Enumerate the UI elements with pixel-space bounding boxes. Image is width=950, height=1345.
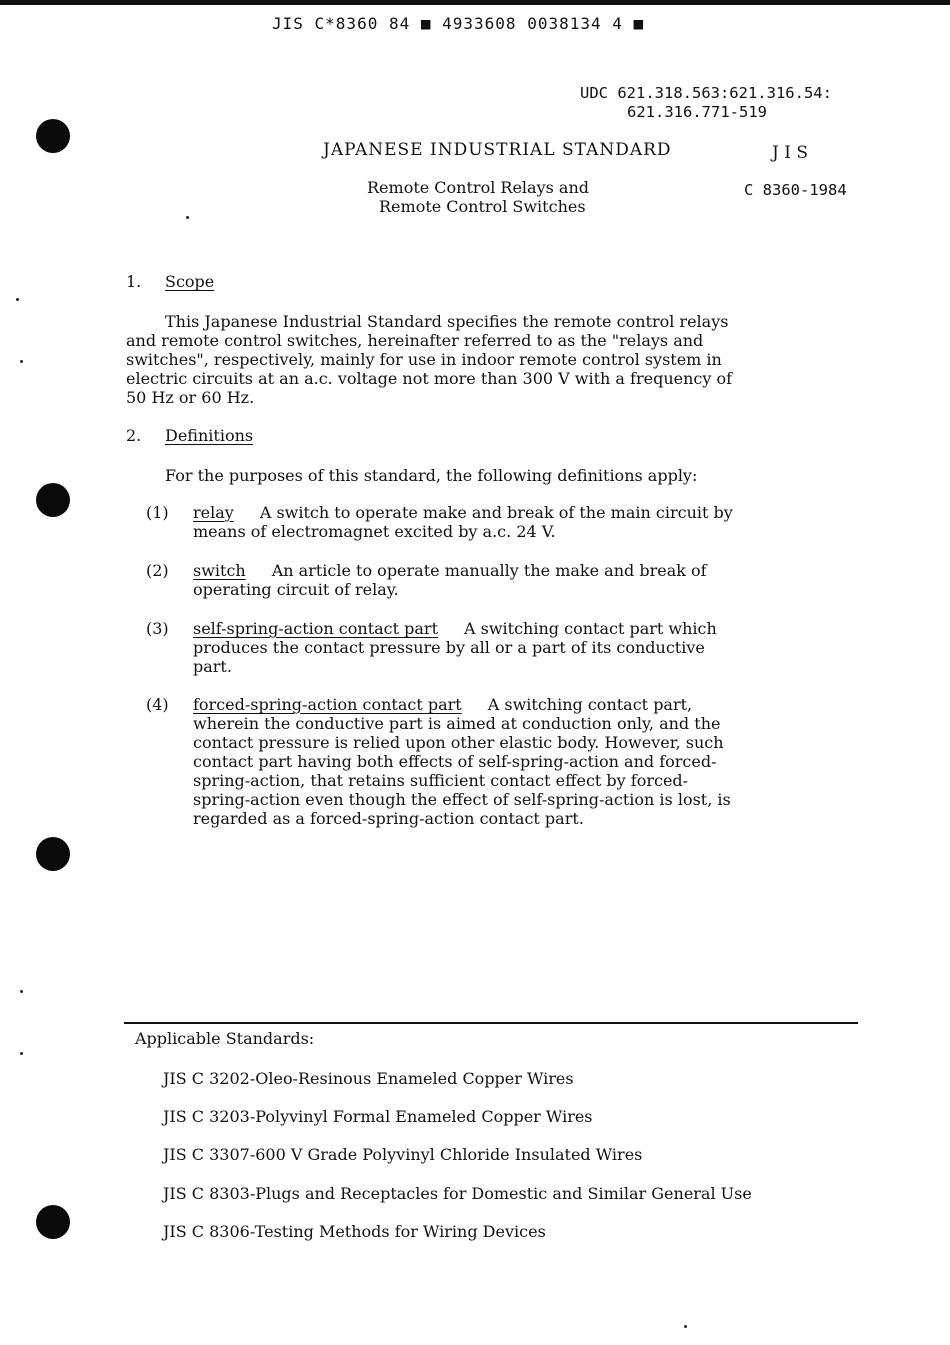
footnote-rule <box>124 1022 858 1024</box>
definition-switch <box>193 561 707 599</box>
binder-hole <box>36 119 70 153</box>
scan-speck <box>16 298 19 301</box>
scan-speck <box>20 360 23 363</box>
top-border <box>0 0 950 5</box>
section-2-title: Definitions <box>165 426 254 445</box>
definition-text: part. <box>193 657 232 676</box>
applicable-standard-item: JIS C 3202-Oleo-Resinous Enameled Copper Wires <box>163 1069 574 1088</box>
definition-text: A switch to operate make and break of the main circuit by <box>259 503 733 522</box>
definition-number: (4) <box>146 695 169 714</box>
definition-number: (2) <box>146 561 169 580</box>
definition-text: spring-action, that retains sufficient contact effect by forced- <box>193 771 689 790</box>
scope-line: switches", respectively, mainly for use in indoor remote control system in <box>126 350 722 369</box>
definition-term: relay <box>193 503 234 522</box>
definition-number: (3) <box>146 619 169 638</box>
definition-text: operating circuit of relay. <box>193 580 399 599</box>
binder-hole <box>36 837 70 871</box>
definition-forced-spring-action <box>193 695 731 828</box>
definition-text: means of electromagnet excited by a.c. 24 V. <box>193 522 556 541</box>
definition-self-spring-action <box>193 619 717 676</box>
scope-paragraph <box>126 312 732 407</box>
jis-mark: J I S <box>772 143 808 163</box>
section-1-number: 1. <box>126 272 142 291</box>
definition-term: switch <box>193 561 246 580</box>
definition-text: wherein the conductive part is aimed at conduction only, and the <box>193 714 721 733</box>
definition-text: An article to operate manually the make and break of <box>271 561 707 580</box>
applicable-standard-item: JIS C 8306-Testing Methods for Wiring Devices <box>163 1222 546 1241</box>
scan-speck <box>20 1052 23 1055</box>
definition-text: A switching contact part which <box>464 619 717 638</box>
section-2-number: 2. <box>126 426 142 445</box>
definition-relay <box>193 503 733 541</box>
definition-number: (1) <box>146 503 169 522</box>
scan-speck <box>186 216 189 219</box>
scan-speck <box>684 1325 687 1328</box>
organization-title: JAPANESE INDUSTRIAL STANDARD <box>323 140 672 160</box>
definition-text: produces the contact pressure by all or a part of its conductive <box>193 638 705 657</box>
scope-line: electric circuits at an a.c. voltage not more than 300 V with a frequency of <box>126 369 733 388</box>
definitions-intro: For the purposes of this standard, the following definitions apply: <box>165 466 698 485</box>
definition-text: A switching contact part, <box>487 695 693 714</box>
scope-line: This Japanese Industrial Standard specifies the remote control relays <box>165 312 729 331</box>
document-title-line-1: Remote Control Relays and <box>367 178 589 197</box>
binder-hole <box>36 483 70 517</box>
section-1-title: Scope <box>165 272 215 291</box>
barcode-line: JIS C*8360 84 ■ 4933608 0038134 4 ■ <box>272 14 645 33</box>
definition-text: contact pressure is relied upon other elastic body. However, such <box>193 733 724 752</box>
binder-hole <box>36 1205 70 1239</box>
udc-line-2: 621.316.771-519 <box>627 103 767 121</box>
document-title-line-2: Remote Control Switches <box>379 197 586 216</box>
definition-text: contact part having both effects of self-spring-action and forced- <box>193 752 717 771</box>
scope-line: and remote control switches, hereinafter referred to as the "relays and <box>126 331 704 350</box>
standard-number: C 8360-1984 <box>744 181 847 199</box>
applicable-standard-item: JIS C 8303-Plugs and Receptacles for Domestic and Similar General Use <box>163 1184 752 1203</box>
scan-speck <box>20 990 23 993</box>
applicable-standard-item: JIS C 3307-600 V Grade Polyvinyl Chloride Insulated Wires <box>163 1145 643 1164</box>
applicable-standard-item: JIS C 3203-Polyvinyl Formal Enameled Copper Wires <box>163 1107 593 1126</box>
definition-text: regarded as a forced-spring-action contact part. <box>193 809 584 828</box>
definition-term: forced-spring-action contact part <box>193 695 462 714</box>
applicable-standards-title: Applicable Standards: <box>135 1029 315 1048</box>
definition-term: self-spring-action contact part <box>193 619 438 638</box>
definition-text: spring-action even though the effect of self-spring-action is lost, is <box>193 790 731 809</box>
scope-line: 50 Hz or 60 Hz. <box>126 388 255 407</box>
udc-line-1: UDC 621.318.563:621.316.54: <box>580 84 832 102</box>
